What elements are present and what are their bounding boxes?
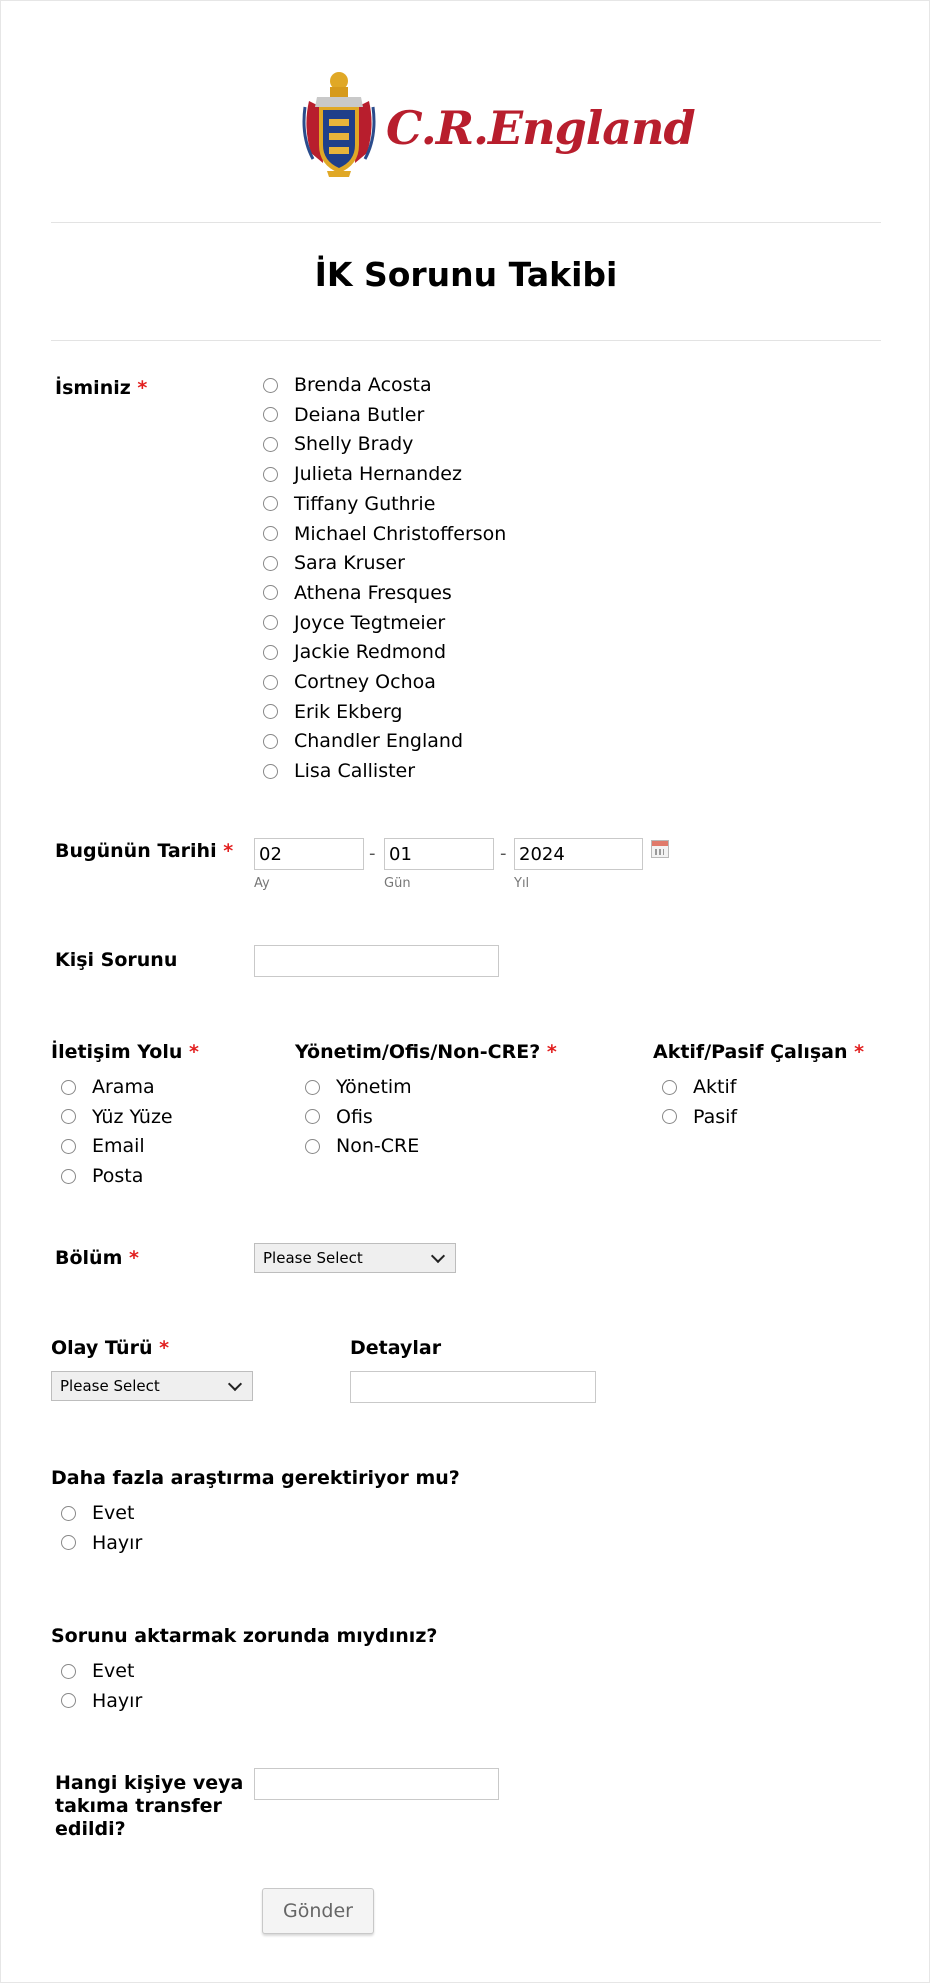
name-option-label: Joyce Tegtmeier xyxy=(294,611,446,634)
radio-button[interactable] xyxy=(305,1109,320,1124)
name-option-label: Julieta Hernandez xyxy=(294,463,462,486)
name-option-label: Lisa Callister xyxy=(294,760,416,783)
employee-status-option[interactable] xyxy=(662,1072,736,1102)
more-research-option-label: Evet xyxy=(92,1502,135,1524)
employee-status-option-label: Pasif xyxy=(693,1105,738,1128)
brand-wordmark: C.R.England xyxy=(386,101,695,155)
transferred-label: Sorunu aktarmak zorunda mıydınız? xyxy=(51,1625,438,1647)
name-option[interactable] xyxy=(263,519,506,549)
radio-button[interactable] xyxy=(61,1506,76,1521)
radio-button[interactable] xyxy=(61,1535,76,1550)
department-selected-value: Please Select xyxy=(263,1249,363,1267)
radio-button[interactable] xyxy=(263,407,278,422)
name-option-label: Tiffany Guthrie xyxy=(294,492,436,515)
contact-method-option[interactable] xyxy=(61,1131,145,1161)
contact-method-option-label: Yüz Yüze xyxy=(92,1105,173,1128)
chevron-down-icon xyxy=(228,1377,242,1391)
employee-status-option[interactable] xyxy=(662,1102,737,1132)
transferred-option[interactable] xyxy=(61,1686,142,1716)
radio-button[interactable] xyxy=(263,437,278,452)
transferred-option-label: Hayır xyxy=(92,1689,143,1712)
name-option[interactable] xyxy=(263,429,413,459)
submit-button[interactable]: Gönder xyxy=(262,1888,374,1934)
date-day-input[interactable] xyxy=(384,838,494,870)
department-select[interactable] xyxy=(254,1243,456,1273)
person-issue-input[interactable] xyxy=(254,945,499,977)
radio-button[interactable] xyxy=(263,467,278,482)
name-option-label: Deiana Butler xyxy=(294,403,425,426)
employee-status-option-label: Aktif xyxy=(693,1076,737,1098)
name-option-label: Jackie Redmond xyxy=(294,641,447,664)
header-divider xyxy=(51,222,881,223)
title-divider xyxy=(51,340,881,341)
radio-button[interactable] xyxy=(263,556,278,571)
contact-method-option[interactable] xyxy=(61,1102,173,1132)
name-option[interactable] xyxy=(263,548,405,578)
name-option[interactable] xyxy=(263,370,432,400)
radio-button[interactable] xyxy=(61,1139,76,1154)
page-title: İK Sorunu Takibi xyxy=(314,255,618,294)
radio-button[interactable] xyxy=(305,1080,320,1095)
person-issue-label: Kişi Sorunu xyxy=(55,949,178,971)
name-option[interactable] xyxy=(263,400,424,430)
date-year-input[interactable] xyxy=(514,838,643,870)
department-label: Bölüm * xyxy=(55,1247,139,1269)
name-option[interactable] xyxy=(263,459,462,489)
radio-button[interactable] xyxy=(263,734,278,749)
contact-method-option[interactable] xyxy=(61,1161,143,1191)
radio-button[interactable] xyxy=(61,1693,76,1708)
incident-type-select[interactable] xyxy=(51,1371,253,1401)
radio-button[interactable] xyxy=(263,704,278,719)
radio-button[interactable] xyxy=(263,675,278,690)
management-option[interactable] xyxy=(305,1072,412,1102)
incident-type-selected-value: Please Select xyxy=(60,1377,160,1395)
more-research-label: Daha fazla araştırma gerektiriyor mu? xyxy=(51,1467,460,1489)
details-label: Detaylar xyxy=(350,1337,442,1359)
name-option[interactable] xyxy=(263,608,445,638)
name-option-label: Brenda Acosta xyxy=(294,374,432,396)
radio-button[interactable] xyxy=(263,645,278,660)
crest-logo-icon xyxy=(301,67,377,179)
details-input[interactable] xyxy=(350,1371,596,1403)
more-research-option[interactable] xyxy=(61,1498,134,1528)
radio-button[interactable] xyxy=(263,764,278,779)
name-option-label: Sara Kruser xyxy=(294,552,405,575)
contact-method-label: İletişim Yolu * xyxy=(51,1041,199,1063)
radio-button[interactable] xyxy=(263,585,278,600)
name-option[interactable] xyxy=(263,637,446,667)
name-option-label: Shelly Brady xyxy=(294,433,414,456)
name-option-label: Cortney Ochoa xyxy=(294,671,436,693)
transfer-target-input[interactable] xyxy=(254,1768,499,1800)
transferred-option[interactable] xyxy=(61,1656,134,1686)
radio-button[interactable] xyxy=(263,378,278,393)
date-separator: - xyxy=(500,843,507,864)
management-option[interactable] xyxy=(305,1131,419,1161)
radio-button[interactable] xyxy=(263,496,278,511)
radio-button[interactable] xyxy=(662,1109,677,1124)
contact-method-option[interactable] xyxy=(61,1072,155,1102)
radio-button[interactable] xyxy=(305,1139,320,1154)
contact-method-option-label: Arama xyxy=(92,1076,155,1098)
date-month-input[interactable] xyxy=(254,838,364,870)
more-research-option-label: Hayır xyxy=(92,1531,143,1554)
name-option[interactable] xyxy=(263,578,452,608)
month-sublabel: Ay xyxy=(254,876,270,891)
management-option-label: Ofis xyxy=(336,1105,373,1128)
radio-button[interactable] xyxy=(263,615,278,630)
management-option[interactable] xyxy=(305,1102,373,1132)
name-option[interactable] xyxy=(263,489,435,519)
incident-type-label: Olay Türü * xyxy=(51,1337,170,1359)
calendar-icon[interactable] xyxy=(651,840,669,858)
radio-button[interactable] xyxy=(61,1080,76,1095)
radio-button[interactable] xyxy=(662,1080,677,1095)
employee-status-label: Aktif/Pasif Çalışan * xyxy=(653,1041,865,1063)
management-option-label: Yönetim xyxy=(336,1076,412,1098)
name-option-label: Erik Ekberg xyxy=(294,700,403,723)
radio-button[interactable] xyxy=(61,1664,76,1679)
chevron-down-icon xyxy=(431,1249,445,1263)
name-option-label: Chandler England xyxy=(294,730,464,753)
name-option[interactable] xyxy=(263,667,436,697)
transferred-option-label: Evet xyxy=(92,1660,135,1682)
more-research-option[interactable] xyxy=(61,1528,142,1558)
name-label: İsminiz * xyxy=(55,377,148,399)
radio-button[interactable] xyxy=(61,1109,76,1124)
radio-button[interactable] xyxy=(61,1169,76,1184)
transfer-target-label: Hangi kişiye veya takıma transfer edildi? xyxy=(55,1772,244,1840)
name-option-label: Athena Fresques xyxy=(294,581,452,604)
radio-button[interactable] xyxy=(263,526,278,541)
contact-method-option-label: Posta xyxy=(92,1165,144,1188)
date-separator: - xyxy=(369,843,376,864)
name-option[interactable] xyxy=(263,697,402,727)
contact-method-option-label: Email xyxy=(92,1135,145,1158)
name-option-label: Michael Christofferson xyxy=(294,522,507,545)
year-sublabel: Yıl xyxy=(514,876,530,891)
name-option[interactable] xyxy=(263,756,415,786)
management-option-label: Non-CRE xyxy=(336,1135,420,1158)
day-sublabel: Gün xyxy=(384,876,411,891)
management-label: Yönetim/Ofis/Non-CRE? * xyxy=(295,1041,557,1063)
name-option[interactable] xyxy=(263,726,463,756)
date-label: Bugünün Tarihi * xyxy=(55,840,234,862)
